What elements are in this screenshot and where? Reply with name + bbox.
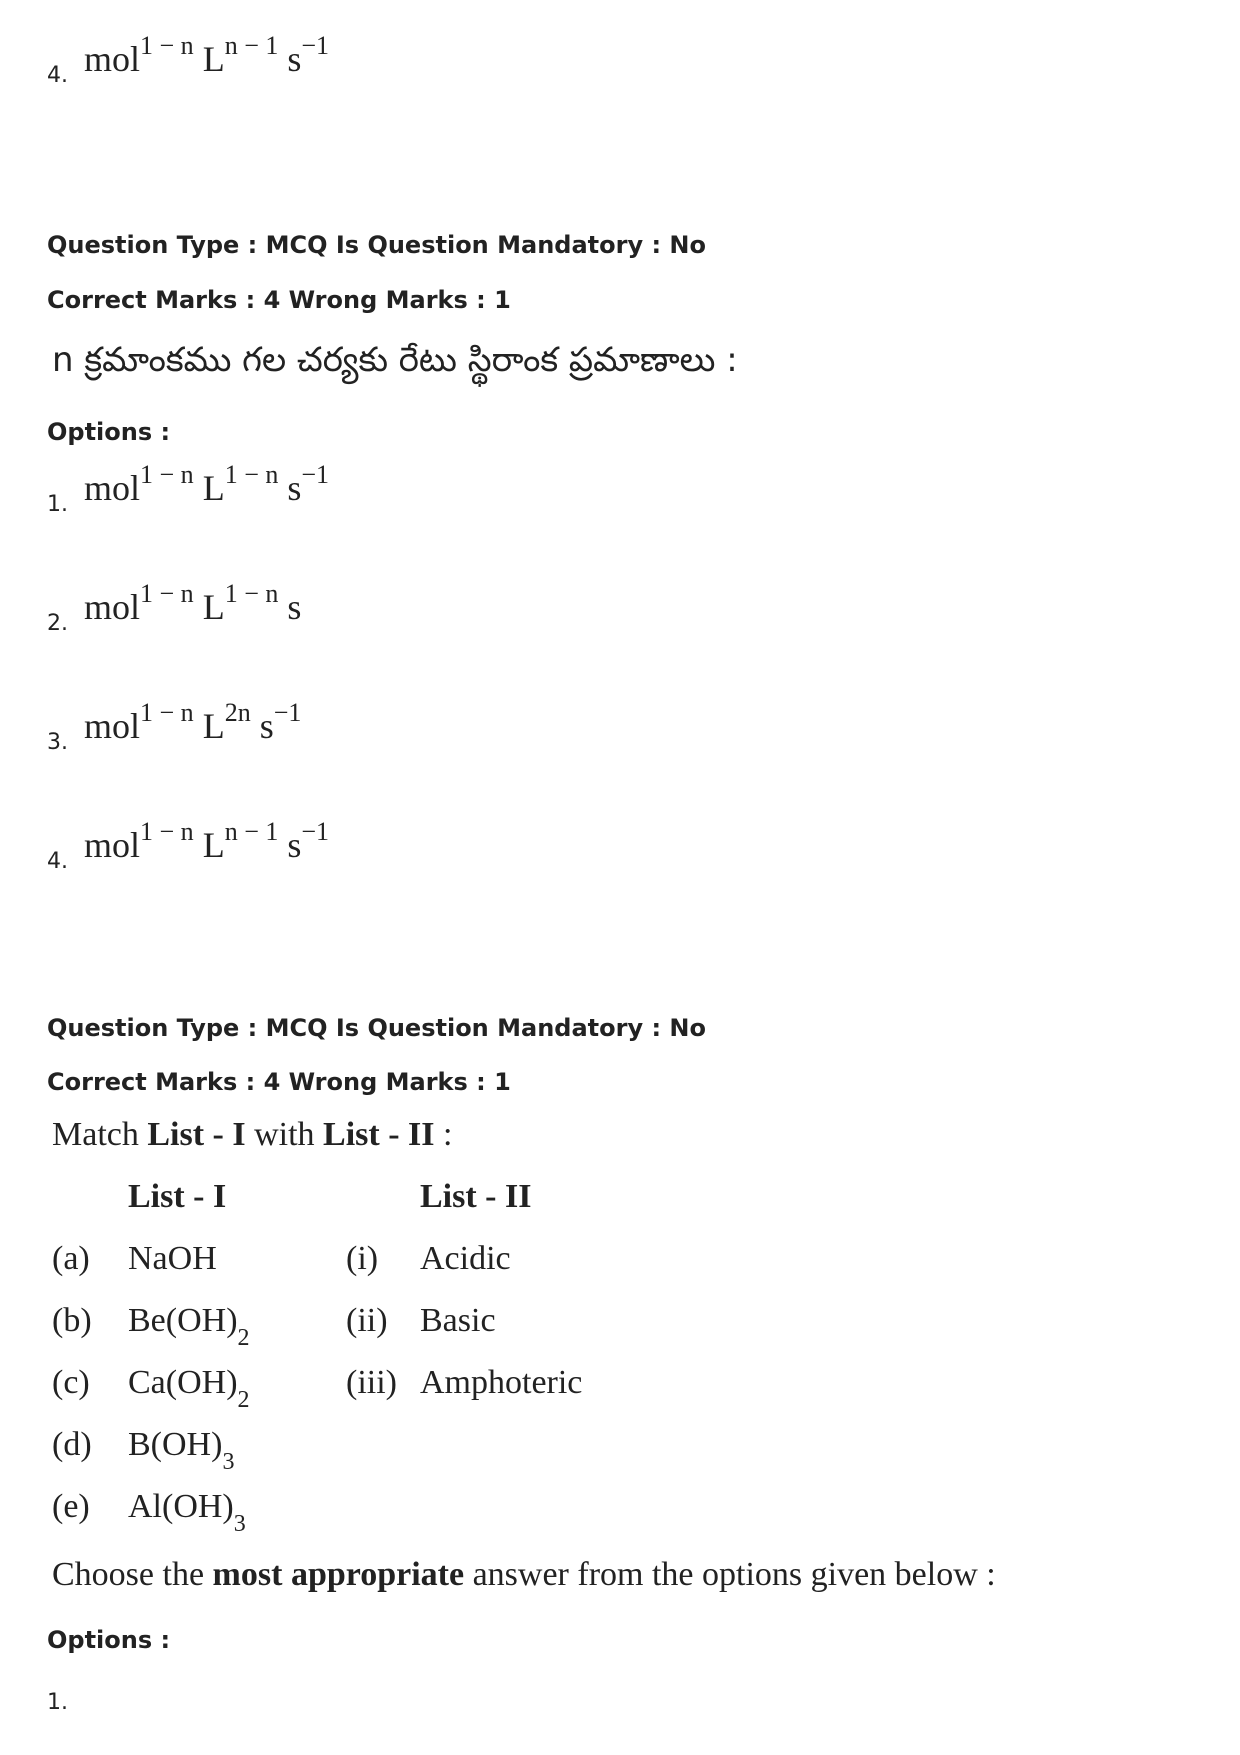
choose-instruction: Choose the most appropriate answer from the options given below : [52,1556,996,1593]
question-type-line: Question Type : MCQ Is Question Mandatory : No [47,1014,706,1042]
option-number: 4. [47,849,68,874]
list1-label: (c) [52,1364,90,1401]
list2-label: (ii) [346,1302,388,1339]
question-text: n క్రమాంకము గల చర్యకు రేటు స్థిరాంక ప్రమాణాలు : [52,340,738,380]
list2-header: List - II [420,1178,532,1215]
option-formula[interactable]: mol$^{1 - n}$ $L^{1 - n}$ $s^{-1}$ [84,460,330,508]
list1-label: (e) [52,1488,90,1525]
marks-line: Correct Marks : 4 Wrong Marks : 1 [47,286,511,314]
list1-label: (a) [52,1240,90,1277]
option-formula[interactable]: mol$^{1 - n}$ $L^{n - 1}$ $s^{-1}$ [84,817,330,865]
option-formula[interactable]: mol$^{1 - n}$ $L^{2n}$ $s^{-1}$ [84,698,302,746]
list2-item: Acidic [420,1240,511,1277]
option-number: 1. [47,1690,68,1715]
list1-label: (b) [52,1302,92,1339]
list2-label: (iii) [346,1364,397,1401]
list1-item: NaOH [128,1240,217,1277]
list1-header: List - I [128,1178,227,1215]
list1-item: $Be(OH)_2$ [128,1302,250,1351]
option-number: 2. [47,611,68,636]
match-intro: Match List - I with List - II : [52,1116,453,1153]
marks-line: Correct Marks : 4 Wrong Marks : 1 [47,1068,511,1096]
question-type-line: Question Type : MCQ Is Question Mandatory : No [47,231,706,259]
list1-item: $Al(OH)_3$ [128,1488,246,1537]
option-number: 4. [47,63,68,88]
list2-item: Basic [420,1302,496,1339]
option-formula[interactable]: mol$^{1 - n}$ $L^{1 - n}$ s [84,579,302,627]
option-formula: mol$^{1 - n}$ $L^{n - 1}$ $s^{-1}$ [84,31,330,79]
list1-item: $Ca(OH)_2$ [128,1364,250,1413]
list1-label: (d) [52,1426,92,1463]
option-number: 3. [47,730,68,755]
list2-item: Amphoteric [420,1364,583,1401]
list2-label: (i) [346,1240,379,1277]
options-label: Options : [47,418,171,446]
list1-item: $B(OH)_3$ [128,1426,235,1475]
options-label: Options : [47,1626,171,1654]
option-number: 1. [47,492,68,517]
